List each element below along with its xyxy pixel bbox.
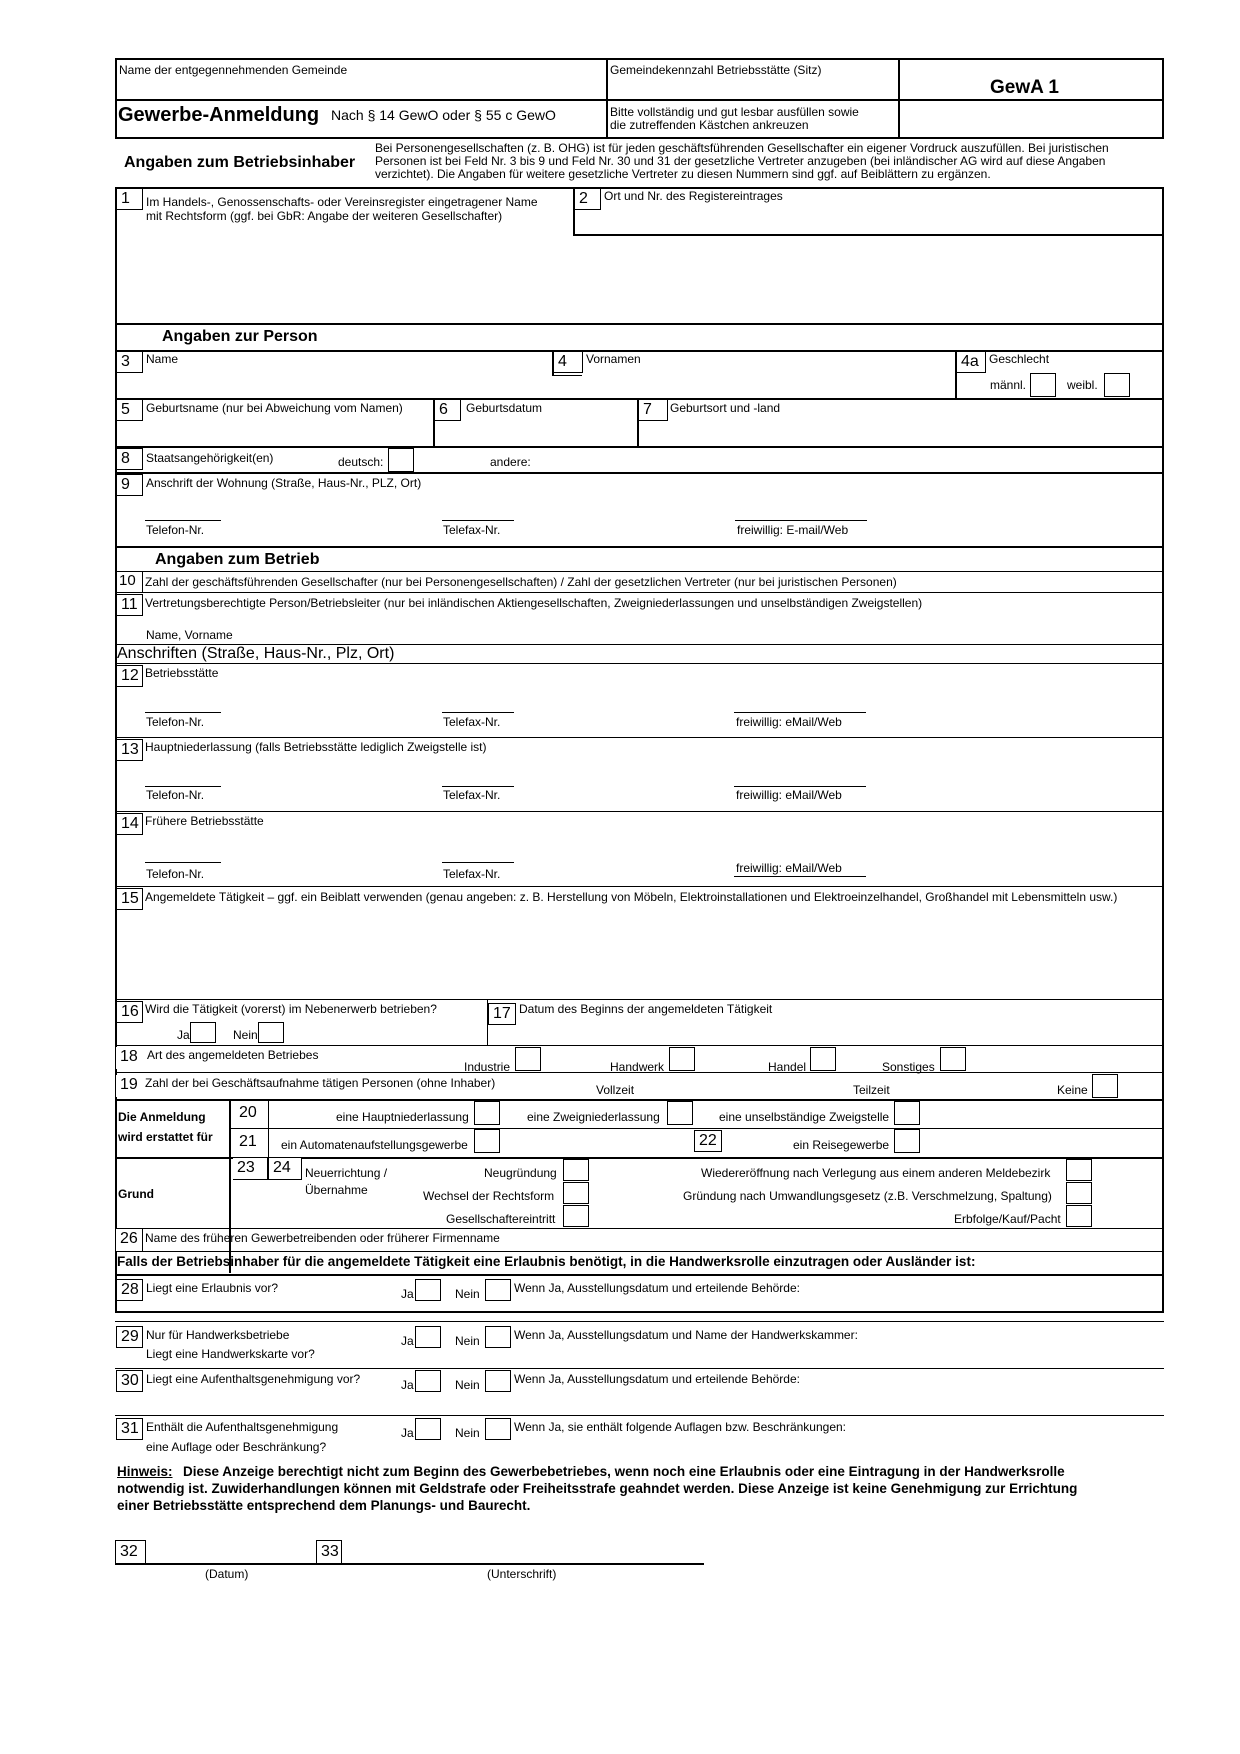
divider <box>115 1099 1164 1101</box>
f16-label: Wird die Tätigkeit (vorerst) im Nebenerwerb betrieben? <box>145 1002 437 1016</box>
f28-yes-label: Ja <box>401 1287 414 1301</box>
f28-detail-input[interactable] <box>514 1298 1156 1318</box>
f5-label: Geburtsname (nur bei Abweichung vom Namen) <box>146 401 403 415</box>
f30-yes-checkbox[interactable] <box>415 1370 441 1392</box>
email-label: freiwillig: eMail/Web <box>736 788 842 802</box>
field-number-7: 7 <box>638 399 668 421</box>
field-number-3: 3 <box>116 351 143 373</box>
takeover-label: Übernahme <box>305 1183 368 1197</box>
divider <box>229 1128 1164 1129</box>
field-number-26: 26 <box>116 1229 143 1251</box>
f13-label: Hauptniederlassung (falls Betriebsstätte lediglich Zweigstelle ist) <box>145 740 487 754</box>
succession-checkbox[interactable] <box>1066 1205 1092 1227</box>
f31-label-line1: Enthält die Aufenthaltsgenehmigung <box>146 1420 339 1434</box>
industry-label: Industrie <box>464 1060 511 1074</box>
f18-label: Art des angemeldeten Betriebes <box>147 1048 319 1062</box>
f3-name-input[interactable] <box>146 368 546 396</box>
f31-label-line2: eine Auflage oder Beschränkung? <box>146 1440 327 1454</box>
f17-start-date-input[interactable] <box>520 1018 1156 1042</box>
f12-business-premises-input[interactable] <box>146 684 1156 710</box>
field-number-11: 11 <box>116 594 143 616</box>
f14-former-premises-input[interactable] <box>146 832 1156 860</box>
new-founding-label: Neugründung <box>484 1166 557 1180</box>
divider <box>115 886 1164 887</box>
field-number-6: 6 <box>434 399 461 421</box>
owner-section-heading: Angaben zum Betriebsinhaber <box>124 154 356 171</box>
divider <box>115 737 1164 738</box>
divider <box>115 1274 1164 1276</box>
notice-line2: notwendig ist. Zuwiderhandlungen können mit Geldstrafe oder Freiheitsstrafe geahndet werden. Diese Anzeige ist keine Genehmigung zur Errichtung <box>117 1481 1078 1496</box>
f4-first-names-input[interactable] <box>586 368 951 396</box>
divider <box>115 546 1164 548</box>
f30-label: Liegt eine Aufenthaltsgenehmigung vor? <box>146 1372 361 1386</box>
new-founding-checkbox[interactable] <box>563 1159 589 1181</box>
underline <box>145 712 221 713</box>
other-type-checkbox[interactable] <box>940 1047 966 1071</box>
instructions-line2: die zutreffenden Kästchen ankreuzen <box>610 118 809 132</box>
underline <box>734 876 866 877</box>
divider <box>229 1099 231 1273</box>
divider <box>573 234 1164 236</box>
divider <box>115 1045 1164 1046</box>
f16-yes-label: Ja <box>177 1028 190 1042</box>
underline <box>734 786 866 787</box>
underline <box>442 862 514 863</box>
f31-no-checkbox[interactable] <box>485 1418 511 1440</box>
field-number-28: 28 <box>116 1279 143 1301</box>
field-number-22: 22 <box>694 1130 722 1152</box>
signature-label: (Unterschrift) <box>487 1567 557 1581</box>
f28-no-checkbox[interactable] <box>485 1279 511 1301</box>
field-number-29: 29 <box>116 1326 143 1348</box>
fulltime-label: Vollzeit <box>596 1083 635 1097</box>
f31-yes-label: Ja <box>401 1426 414 1440</box>
legal-form-change-checkbox[interactable] <box>563 1182 589 1204</box>
f30-detail-label: Wenn Ja, Ausstellungsdatum und erteilende Behörde: <box>514 1372 800 1386</box>
field-number-14: 14 <box>116 813 143 835</box>
f29-yes-label: Ja <box>401 1334 414 1348</box>
reason-label: Grund <box>118 1187 154 1201</box>
f26-former-name-input[interactable] <box>520 1230 1156 1248</box>
f31-yes-checkbox[interactable] <box>415 1418 441 1440</box>
divider <box>115 1415 1164 1416</box>
underline <box>734 712 866 713</box>
f10-label: Zahl der geschäftsführenden Gesellschafter (nur bei Personengesellschaften) / Zahl der gesetzlichen Vertreter (nur bei juristischen Personen) <box>145 575 897 589</box>
male-label: männl. <box>990 378 1027 392</box>
other-nationality-label: andere: <box>490 455 531 469</box>
f6-birth-date-input[interactable] <box>436 424 634 445</box>
field-number-2: 2 <box>574 188 601 210</box>
divider <box>115 1251 1164 1252</box>
parttime-label: Teilzeit <box>853 1083 890 1097</box>
divider <box>115 446 1164 448</box>
f12-label: Betriebsstätte <box>145 666 219 680</box>
branch-office-label: eine Zweigniederlassung <box>527 1110 660 1124</box>
f29-label-line1: Nur für Handwerksbetriebe <box>146 1328 290 1342</box>
permit-section-heading: Falls der Betriebsinhaber für die angemeldete Tätigkeit eine Erlaubnis benötigt, in die Handwerksrolle einzutragen oder Ausländer ist: <box>117 1254 976 1269</box>
person-section-heading: Angaben zur Person <box>162 328 318 345</box>
divider <box>115 663 1164 664</box>
field-number-16: 16 <box>116 1001 143 1023</box>
f7-birth-place-input[interactable] <box>640 424 1160 445</box>
f7-label: Geburtsort und -land <box>670 401 781 415</box>
email-label: freiwillig: eMail/Web <box>736 861 842 875</box>
f11-sub-label: Name, Vorname <box>146 628 233 642</box>
fulltime-input[interactable] <box>640 1075 840 1095</box>
owner-note-line2: Personen ist bei Feld Nr. 3 bis 9 und Feld Nr. 30 und 31 der gesetzliche Vertreter anzugeben (bei inländischer AG wird auf diese Angaben <box>375 154 1106 168</box>
trade-label: Handel <box>768 1060 807 1074</box>
field-number-1: 1 <box>116 188 143 210</box>
f1-label-line1: Im Handels-, Genossenschafts- oder Vereinsregister eingetragener Name <box>146 195 538 209</box>
field-number-4a: 4a <box>956 351 986 373</box>
field-number-13: 13 <box>116 739 143 761</box>
main-branch-checkbox[interactable] <box>474 1101 500 1125</box>
divider <box>115 571 1164 572</box>
form-title: Gewerbe-Anmeldung <box>118 104 320 126</box>
f17-label: Datum des Beginns der angemeldeten Tätigkeit <box>519 1002 773 1016</box>
f15-label: Angemeldete Tätigkeit – ggf. ein Beiblatt verwenden (genau angeben: z. B. Herstellung von Möbeln, Elektroinstallationen und Elektroeinzelhandel, Großhandel mit Lebensmitteln usw.) <box>145 890 1118 904</box>
notice-line1: Diese Anzeige berechtigt nicht zum Beginn des Gewerbebetriebes, wenn noch eine Erlaubnis oder eine Eintragung in der Handwerksrolle <box>183 1464 1065 1479</box>
industry-checkbox[interactable] <box>515 1047 541 1071</box>
new-setup-label: Neuerrichtung / <box>305 1166 388 1180</box>
email-label: freiwillig: eMail/Web <box>736 715 842 729</box>
f1-label-line2: mit Rechtsform (ggf. bei GbR: Angabe der weiteren Gesellschafter) <box>146 209 503 223</box>
underline <box>442 712 514 713</box>
phone-label: Telefon-Nr. <box>146 523 205 537</box>
f3-label: Name <box>146 352 179 366</box>
f2-label: Ort und Nr. des Registereintrages <box>604 189 783 203</box>
none-checkbox[interactable] <box>1092 1074 1118 1098</box>
dependent-branch-label: eine unselbständige Zweigstelle <box>719 1110 890 1124</box>
divider <box>115 1072 1164 1073</box>
partner-entry-checkbox[interactable] <box>563 1205 589 1227</box>
f9-label: Anschrift der Wohnung (Straße, Haus-Nr., PLZ, Ort) <box>146 476 422 490</box>
divider <box>115 1228 1164 1229</box>
f29-yes-checkbox[interactable] <box>415 1326 441 1348</box>
f29-detail-input[interactable] <box>514 1345 1156 1365</box>
underline <box>145 786 221 787</box>
female-checkbox[interactable] <box>1104 373 1130 397</box>
field-number-15: 15 <box>116 888 143 910</box>
field-number-9: 9 <box>116 474 143 496</box>
f29-detail-label: Wenn Ja, Ausstellungsdatum und Name der Handwerkskammer: <box>514 1328 858 1342</box>
f5-birth-name-input[interactable] <box>118 424 430 445</box>
f29-label-line2: Liegt eine Handwerkskarte vor? <box>146 1347 315 1361</box>
vending-checkbox[interactable] <box>474 1129 500 1153</box>
other-nationality-input[interactable] <box>540 450 1160 470</box>
f16-yes-checkbox[interactable] <box>190 1022 216 1043</box>
fax-label: Telefax-Nr. <box>443 788 501 802</box>
notice-line3: einer Betriebsstätte entsprechend dem Planungs- und Baurecht. <box>117 1498 531 1513</box>
f31-no-label: Nein <box>455 1426 480 1440</box>
field-number-33: 33 <box>316 1540 342 1564</box>
municipality-code-input[interactable] <box>610 76 894 96</box>
field-number-17: 17 <box>488 1003 516 1025</box>
fax-label: Telefax-Nr. <box>443 523 501 537</box>
receiving-municipality-input[interactable] <box>118 76 602 96</box>
field-number-18: 18 <box>116 1047 143 1069</box>
signature-line <box>115 1563 704 1565</box>
f11-representative-input[interactable] <box>146 612 1156 628</box>
field-number-23: 23 <box>233 1158 268 1180</box>
f30-no-checkbox[interactable] <box>485 1370 511 1392</box>
field-number-5: 5 <box>116 399 143 421</box>
none-label: Keine <box>1057 1083 1088 1097</box>
travel-trade-checkbox[interactable] <box>894 1129 920 1153</box>
field-number-20: 20 <box>239 1104 257 1121</box>
f28-label: Liegt eine Erlaubnis vor? <box>146 1281 279 1295</box>
f8-label: Staatsangehörigkeit(en) <box>146 451 274 465</box>
f28-no-label: Nein <box>455 1287 480 1301</box>
fax-label: Telefax-Nr. <box>443 715 501 729</box>
notice-label: Hinweis: <box>117 1464 173 1479</box>
travel-trade-label: ein Reisegewerbe <box>793 1138 890 1152</box>
email-label: freiwillig: E-mail/Web <box>737 523 849 537</box>
f13-head-office-input[interactable] <box>146 758 1156 784</box>
divider <box>115 592 1164 593</box>
crafts-checkbox[interactable] <box>669 1047 695 1071</box>
field-number-10: 10 <box>119 572 136 589</box>
field-number-8: 8 <box>116 448 143 470</box>
f15-activity-input[interactable] <box>146 908 1156 996</box>
field-number-21: 21 <box>239 1133 257 1150</box>
divider <box>115 1368 1164 1369</box>
divider <box>115 999 1164 1000</box>
underline <box>442 786 514 787</box>
owner-note-line3: verzichtet). Die Angaben für weitere gesetzliche Vertreter zu diesen Nummern sind ggf. auf Beiblättern zu ergänzen. <box>375 167 991 181</box>
divider <box>142 1229 143 1251</box>
male-checkbox[interactable] <box>1030 373 1056 397</box>
field-number-31: 31 <box>116 1418 143 1440</box>
reopening-checkbox[interactable] <box>1066 1159 1092 1181</box>
vending-label: ein Automatenaufstellungsgewerbe <box>281 1138 468 1152</box>
f16-no-checkbox[interactable] <box>258 1022 284 1043</box>
receiving-municipality-label: Name der entgegennehmenden Gemeinde <box>119 63 348 77</box>
f14-label: Frühere Betriebsstätte <box>145 814 264 828</box>
german-label: deutsch: <box>338 455 384 469</box>
instructions-line1: Bitte vollständig und gut lesbar ausfüllen sowie <box>610 105 859 119</box>
form-code: GewA 1 <box>990 77 1059 98</box>
municipality-code-label: Gemeindekennzahl Betriebsstätte (Sitz) <box>610 63 822 77</box>
f6-label: Geburtsdatum <box>466 401 543 415</box>
other-type-label: Sonstiges <box>882 1060 935 1074</box>
field-number-4: 4 <box>553 351 583 373</box>
divider <box>552 375 582 376</box>
registration-for-label-line2: wird erstattet für <box>118 1130 213 1144</box>
owner-note-line1: Bei Personengesellschaften (z. B. OHG) ist für jeden geschäftsführenden Gesellschafter ein eigener Vordruck auszufüllen. Bei juristischen <box>375 141 1109 155</box>
f2-registry-input[interactable] <box>604 204 1160 232</box>
form-subtitle: Nach § 14 GewO oder § 55 c GewO <box>331 107 556 123</box>
f30-no-label: Nein <box>455 1378 480 1392</box>
divider <box>115 472 1164 474</box>
parttime-input[interactable] <box>898 1075 1048 1095</box>
f16-no-label: Nein <box>233 1028 258 1042</box>
f19-label: Zahl der bei Geschäftsaufnahme tätigen Personen (ohne Inhaber) <box>145 1076 496 1090</box>
f31-detail-label: Wenn Ja, sie enthält folgende Auflagen bzw. Beschränkungen: <box>514 1420 847 1434</box>
addresses-heading: Anschriften (Straße, Haus-Nr., Plz, Ort) <box>117 645 395 662</box>
field-number-30: 30 <box>116 1370 143 1392</box>
fax-label: Telefax-Nr. <box>443 867 501 881</box>
f29-no-label: Nein <box>455 1334 480 1348</box>
underline <box>145 520 221 521</box>
female-label: weibl. <box>1067 378 1098 392</box>
dependent-branch-checkbox[interactable] <box>894 1101 920 1125</box>
underline <box>145 862 221 863</box>
reopening-label: Wiedereröffnung nach Verlegung aus einem anderen Meldebezirk <box>701 1166 1051 1180</box>
registration-for-label-line1: Die Anmeldung <box>118 1110 206 1124</box>
phone-label: Telefon-Nr. <box>146 715 205 729</box>
f28-yes-checkbox[interactable] <box>415 1279 441 1301</box>
f28-detail-label: Wenn Ja, Ausstellungsdatum und erteilende Behörde: <box>514 1281 800 1295</box>
trade-checkbox[interactable] <box>810 1047 836 1071</box>
main-branch-label: eine Hauptniederlassung <box>336 1110 469 1124</box>
f26-label: Name des früheren Gewerbetreibenden oder früherer Firmenname <box>145 1231 500 1245</box>
underline <box>735 520 867 521</box>
transformation-label: Gründung nach Umwandlungsgesetz (z.B. Verschmelzung, Spaltung) <box>683 1189 1052 1203</box>
date-label: (Datum) <box>205 1567 249 1581</box>
f31-detail-input[interactable] <box>514 1437 1156 1457</box>
crafts-label: Handwerk <box>610 1060 665 1074</box>
f29-no-checkbox[interactable] <box>485 1326 511 1348</box>
f4a-label: Geschlecht <box>989 352 1050 366</box>
date-input[interactable] <box>148 1540 308 1562</box>
field-number-32: 32 <box>115 1540 146 1564</box>
business-section-heading: Angaben zum Betrieb <box>155 551 320 568</box>
divider <box>142 571 143 592</box>
german-checkbox[interactable] <box>388 448 414 472</box>
f4-label: Vornamen <box>586 352 641 366</box>
f1-registered-name-input[interactable] <box>118 225 568 320</box>
field-number-19: 19 <box>116 1075 143 1097</box>
divider <box>115 811 1164 812</box>
partner-entry-label: Gesellschaftereintritt <box>446 1212 556 1226</box>
underline <box>442 520 514 521</box>
divider <box>115 99 1164 101</box>
transformation-checkbox[interactable] <box>1066 1182 1092 1204</box>
field-number-12: 12 <box>116 665 143 687</box>
phone-label: Telefon-Nr. <box>146 867 205 881</box>
branch-office-checkbox[interactable] <box>667 1101 693 1125</box>
field-number-24: 24 <box>268 1158 302 1180</box>
f9-home-address-input[interactable] <box>146 492 1156 516</box>
f30-detail-input[interactable] <box>514 1390 1156 1412</box>
signature-input[interactable] <box>344 1540 700 1562</box>
f30-yes-label: Ja <box>401 1378 414 1392</box>
succession-label: Erbfolge/Kauf/Pacht <box>954 1212 1061 1226</box>
divider <box>115 323 1164 325</box>
legal-form-change-label: Wechsel der Rechtsform <box>423 1189 555 1203</box>
phone-label: Telefon-Nr. <box>146 788 205 802</box>
f11-label: Vertretungsberechtigte Person/Betriebsleiter (nur bei inländischen Aktiengesellschaften, Zweigniederlassungen und unselbständigen Zweigstellen) <box>145 596 923 610</box>
divider <box>115 1321 1164 1322</box>
